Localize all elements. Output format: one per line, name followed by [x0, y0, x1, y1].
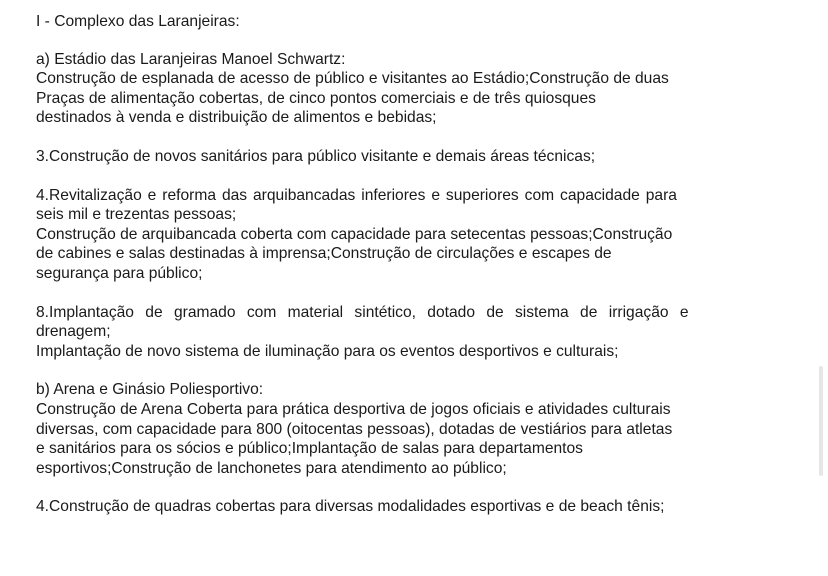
item-8-line: Implantação de novo sistema de iluminação para os eventos desportivos e culturais;: [36, 342, 619, 360]
item-3-text: 3.Construção de novos sanitários para público visitante e demais áreas técnicas;: [36, 147, 596, 165]
scrollbar[interactable]: [819, 366, 823, 476]
section-b-line: e sanitários para os sócios e público;Implantação de salas para departamentos: [36, 440, 583, 458]
document-heading: I - Complexo das Laranjeiras:: [36, 13, 240, 30]
item-4b-text: 4.Construção de quadras cobertas para diversas modalidades esportivas e de beach tênis;: [36, 498, 665, 516]
section-b-line: esportivos;Construção de lanchonetes para atendimento ao público;: [36, 459, 507, 477]
section-b-line: Construção de Arena Coberta para prática desportiva de jogos oficiais e atividades culturais: [36, 400, 671, 418]
section-a: [36, 50, 758, 128]
document-body: [36, 12, 758, 536]
item-8-line: drenagem;: [36, 323, 111, 341]
item-4-line: seis mil e trezentas pessoas;: [36, 206, 237, 224]
item-4-line: Construção de arquibancada coberta com capacidade para setecentas pessoas;Construção: [36, 225, 673, 243]
item-4-line: 4.Revitalização e reforma das arquibancadas inferiores e superiores com capacidade para: [36, 186, 677, 204]
item-4: [36, 186, 758, 284]
item-4-line: segurança para público;: [36, 264, 203, 282]
section-a-title: a) Estádio das Laranjeiras Manoel Schwartz:: [36, 50, 346, 68]
section-a-line: Construção de esplanada de acesso de público e visitantes ao Estádio;Construção de duas: [36, 70, 669, 88]
section-a-line: destinados à venda e distribuição de alimentos e bebidas;: [36, 109, 437, 127]
item-4-line: de cabines e salas destinadas à imprensa;Construção de circulações e escapes de: [36, 245, 612, 263]
item-4b: [36, 497, 758, 517]
section-b-title: b) Arena e Ginásio Poliesportivo:: [36, 381, 264, 399]
item-8: [36, 303, 758, 362]
section-a-line: Praças de alimentação cobertas, de cinco pontos comerciais e de três quiosques: [36, 89, 596, 107]
item-8-line: 8.Implantação de gramado com material sintético, dotado de sistema de irrigação e: [36, 303, 689, 321]
section-b-line: diversas, com capacidade para 800 (oitocentas pessoas), dotadas de vestiários para atletas: [36, 420, 673, 438]
item-3: [36, 147, 758, 167]
section-b: [36, 380, 758, 478]
